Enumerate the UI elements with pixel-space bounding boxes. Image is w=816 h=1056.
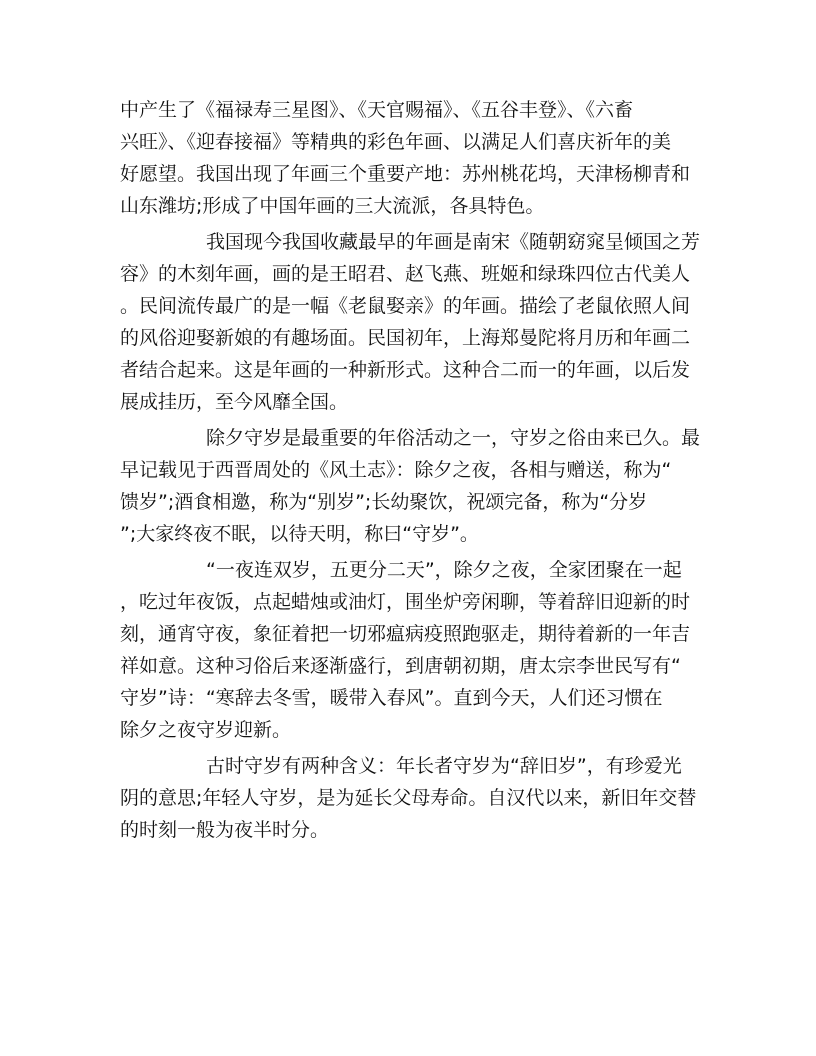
text-line: ”;大家终夜不眠，以待天明，称曰“守岁”。 bbox=[120, 523, 479, 545]
paragraph-3 bbox=[120, 422, 700, 550]
text-line: 兴旺》、《迎春接福》等精典的彩色年画、以满足人们喜庆祈年的美 bbox=[120, 131, 672, 153]
text-line: 阴的意思;年轻人守岁，是为延长父母寿命。自汉代以来，新旧年交替 bbox=[120, 787, 697, 809]
text-line: 祥如意。这种习俗后来逐渐盛行，到唐朝初期，唐太宗李世民写有“ bbox=[120, 655, 681, 677]
text-line: 容》的木刻年画，画的是王昭君、赵飞燕、班姬和绿珠四位古代美人 bbox=[120, 263, 691, 285]
text-line: 好愿望。我国出现了年画三个重要产地：苏州桃花坞，天津杨柳青和 bbox=[120, 163, 691, 185]
text-line: 山东潍坊;形成了中国年画的三大流派，各具特色。 bbox=[120, 195, 545, 217]
text-line: 的时刻一般为夜半时分。 bbox=[120, 819, 330, 841]
text-line: 中产生了《福禄寿三星图》、《天官赐福》、《五谷丰登》、《六畜 bbox=[120, 99, 634, 121]
paragraph-4 bbox=[120, 554, 700, 746]
text-line: 展成挂历，至今风靡全国。 bbox=[120, 391, 349, 413]
text-line: 馈岁”;酒食相邀，称为“别岁”;长幼聚饮，祝颂完备，称为“分岁 bbox=[120, 491, 648, 513]
text-line: 刻，通宵守夜，象征着把一切邪瘟病疫照跑驱走，期待着新的一年吉 bbox=[120, 623, 691, 645]
text-line: 的风俗迎娶新娘的有趣场面。民国初年，上海郑曼陀将月历和年画二 bbox=[120, 327, 691, 349]
text-line: 古时守岁有两种含义：年长者守岁为“辞旧岁”，有珍爱光 bbox=[206, 755, 682, 777]
text-line: 我国现今我国收藏最早的年画是南宋《随朝窈窕呈倾国之芳 bbox=[206, 231, 701, 253]
text-line: 者结合起来。这是年画的一种新形式。这种合二而一的年画，以后发 bbox=[120, 359, 691, 381]
text-line: 除夕守岁是最重要的年俗活动之一，守岁之俗由来已久。最 bbox=[206, 427, 701, 449]
text-line: 早记载见于西晋周处的《风土志》：除夕之夜，各相与赠送，称为“ bbox=[120, 459, 672, 481]
text-line: “一夜连双岁，五更分二天”，除夕之夜，全家团聚在一起 bbox=[206, 559, 682, 581]
document-body bbox=[120, 94, 700, 850]
text-line: 守岁”诗：“寒辞去冬雪，暖带入春风”。直到今天，人们还习惯在 bbox=[120, 687, 663, 709]
text-line: 除夕之夜守岁迎新。 bbox=[120, 719, 292, 741]
paragraph-2 bbox=[120, 226, 700, 418]
text-line: 。民间流传最广的是一幅《老鼠娶亲》的年画。描绘了老鼠依照人间 bbox=[120, 295, 691, 317]
paragraph-1 bbox=[120, 94, 700, 222]
paragraph-5 bbox=[120, 750, 700, 846]
text-line: ，吃过年夜饭，点起蜡烛或油灯，围坐炉旁闲聊，等着辞旧迎新的时 bbox=[120, 591, 691, 613]
